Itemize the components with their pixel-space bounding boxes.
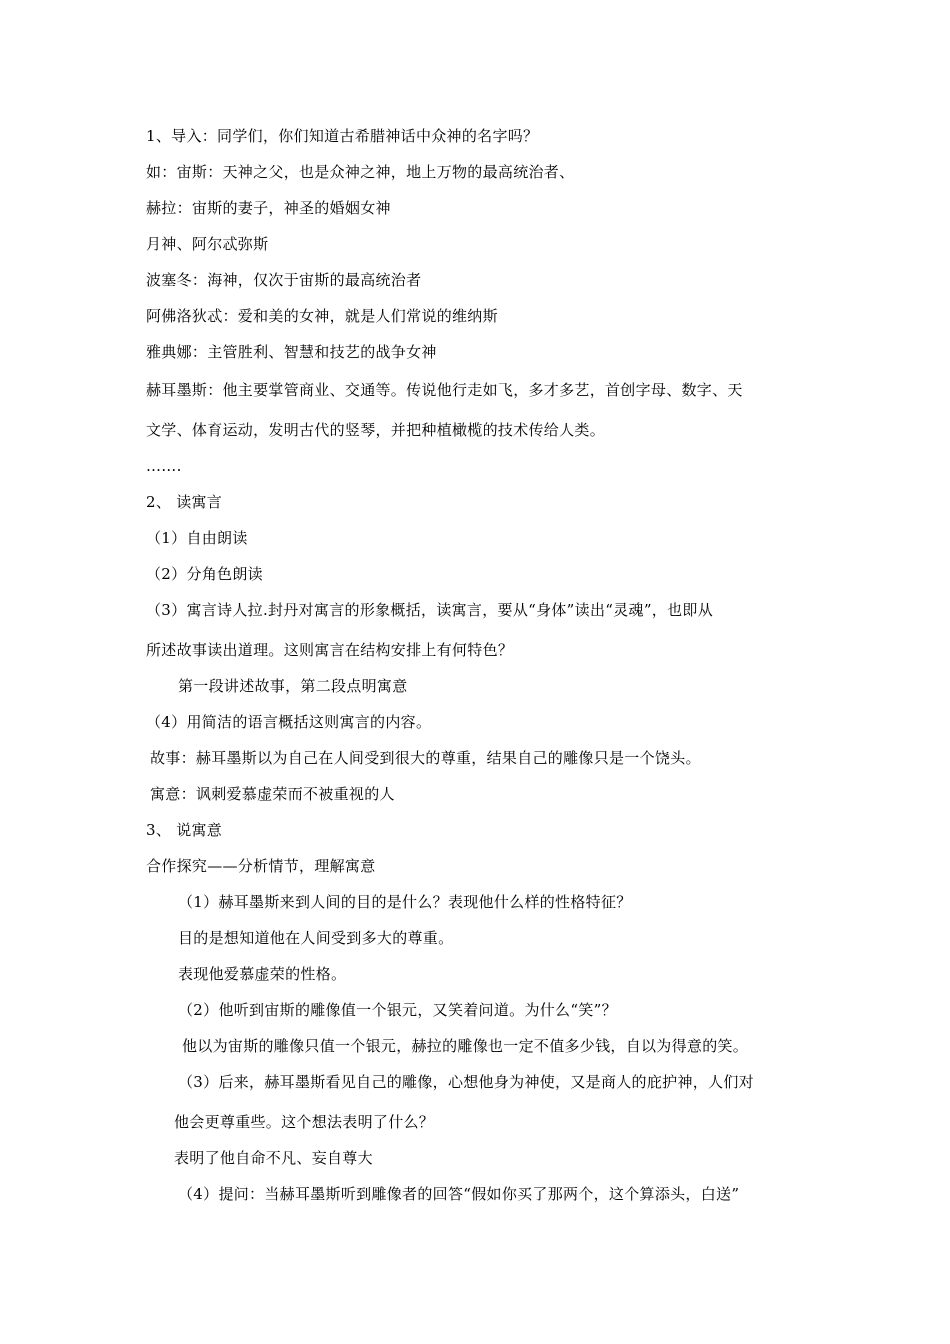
text-line: 合作探究——分析情节，理解寓意 (146, 857, 376, 875)
section-heading: 2、 读寓言 (146, 493, 223, 511)
text-line: 表现他爱慕虚荣的性格。 (178, 965, 347, 983)
text-line: （1）赫耳墨斯来到人间的目的是什么？表现他什么样的性格特征？ (178, 893, 632, 911)
text-line: 第一段讲述故事，第二段点明寓意 (178, 677, 408, 695)
text-line: 寓意：讽刺爱慕虚荣而不被重视的人 (150, 785, 395, 803)
text-line: 月神、阿尔忒弥斯 (146, 235, 269, 253)
text-line: （4）用简洁的语言概括这则寓言的内容。 (146, 713, 432, 731)
text-line: （3）寓言诗人拉.封丹对寓言的形象概括，读寓言，要从“身体”读出“灵魂”，也即从 (146, 601, 713, 619)
section-heading: 3、 说寓意 (146, 821, 223, 839)
text-line: （2）分角色朗读 (146, 565, 263, 583)
text-line: 目的是想知道他在人间受到多大的尊重。 (178, 929, 454, 947)
text-line: 如：宙斯：天神之父，也是众神之神，地上万物的最高统治者、 (146, 163, 575, 181)
text-line: 他以为宙斯的雕像只值一个银元，赫拉的雕像也一定不值多少钱，自以为得意的笑。 (182, 1037, 749, 1055)
text-line: 故事：赫耳墨斯以为自己在人间受到很大的尊重，结果自己的雕像只是一个饶头。 (150, 749, 701, 767)
text-line: 赫耳墨斯：他主要掌管商业、交通等。传说他行走如飞，多才多艺，首创字母、数字、天 (146, 381, 743, 399)
text-line: 文学、体育运动，发明古代的竖琴，并把种植橄榄的技术传给人类。 (146, 421, 606, 439)
text-line: 阿佛洛狄忒：爱和美的女神，就是人们常说的维纳斯 (146, 307, 498, 325)
text-line: （1）自由朗读 (146, 529, 248, 547)
text-line: （3）后来，赫耳墨斯看见自己的雕像，心想他身为神使，又是商人的庇护神，人们对 (178, 1073, 754, 1091)
text-line: 表明了他自命不凡、妄自尊大 (174, 1149, 373, 1167)
text-line: （4）提问：当赫耳墨斯听到雕像者的回答“假如你买了那两个，这个算添头，白送” (178, 1185, 740, 1203)
text-line: 所述故事读出道理。这则寓言在结构安排上有何特色？ (146, 641, 514, 659)
text-line: 雅典娜：主管胜利、智慧和技艺的战争女神 (146, 343, 437, 361)
ellipsis-line: ……. (146, 457, 182, 475)
text-line: （2）他听到宙斯的雕像值一个银元，又笑着问道。为什么“笑”？ (178, 1001, 617, 1019)
text-line: 波塞冬：海神，仅次于宙斯的最高统治者 (146, 271, 422, 289)
intro-heading: 1、导入：同学们，你们知道古希腊神话中众神的名字吗？ (146, 127, 539, 145)
text-line: 他会更尊重些。这个想法表明了什么？ (174, 1113, 435, 1131)
text-line: 赫拉：宙斯的妻子，神圣的婚姻女神 (146, 199, 391, 217)
